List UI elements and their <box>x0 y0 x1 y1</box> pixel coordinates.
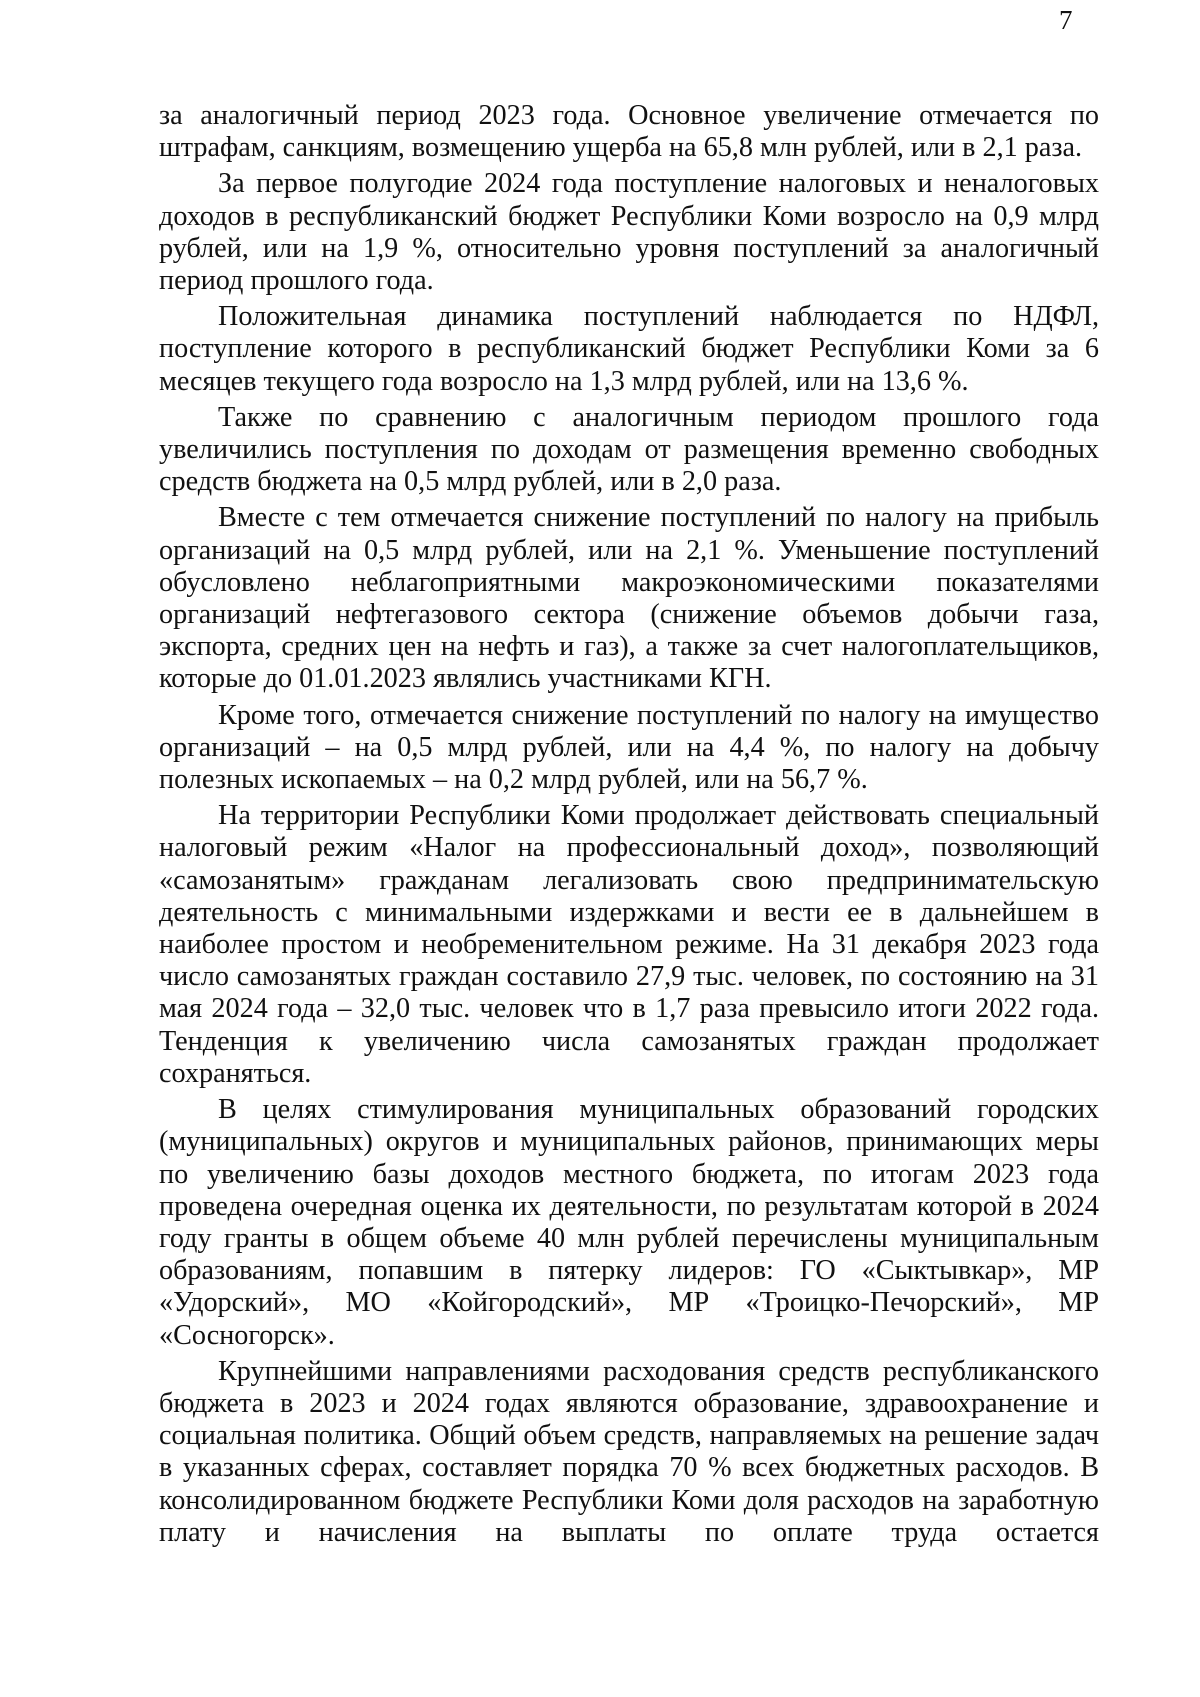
paragraph-self-employed: На территории Республики Коми продолжает действовать специальный налоговый режим «Налог на профессиональный доход», позволяющий «самозанятым» гражданам легализовать свою предпринимательскую деятельность с минимальными издержками и вести ее в дальнейшем в наиболее простом и необременительном режиме. На 31 декабря 2023 года число самозанятых граждан составило 27,9 тыс. человек, по состоянию на 31 мая 2024 года – 32,0 тыс. человек что в 1,7 раза превысило итоги 2022 года. Тенденция к увеличению числа самозанятых граждан продолжает сохраняться. <box>159 800 1099 1089</box>
paragraph-municipal-grants: В целях стимулирования муниципальных образований городских (муниципальных) округов и муниципальных районов, принимающих меры по увеличению базы доходов местного бюджета, по итогам 2023 года проведена очередная оценка их деятельности, по результатам которой в 2024 году гранты в общем объеме 40 млн рублей перечислены муниципальным образованиям, попавшим в пятерку лидеров: ГО «Сыктывкар», МР «Удорский», МО «Койгородский», МР «Троицко-Печорский», МР «Сосногорск». <box>159 1094 1099 1351</box>
body-text <box>159 100 1099 1549</box>
paragraph-temporary-funds: Также по сравнению с аналогичным периодом прошлого года увеличились поступления по доходам от размещения временно свободных средств бюджета на 0,5 млрд рублей, или в 2,0 раза. <box>159 401 1099 498</box>
page-number: 7 <box>1059 5 1073 35</box>
paragraph-property-tax: Кроме того, отмечается снижение поступлений по налогу на имущество организаций – на 0,5 млрд рублей, или на 4,4 %, по налогу на добычу полезных ископаемых – на 0,2 млрд рублей, или на 56,7 %. <box>159 699 1099 796</box>
paragraph-continuation: за аналогичный период 2023 года. Основное увеличение отмечается по штрафам, санкциям, возмещению ущерба на 65,8 млн рублей, или в 2,1 раза. <box>159 100 1099 164</box>
paragraph-expenditures: Крупнейшими направлениями расходования средств республиканского бюджета в 2023 и 2024 годах являются образование, здравоохранение и социальная политика. Общий объем средств, направляемых на решение задач в указанных сферах, составляет порядка 70 % всех бюджетных расходов. В консолидированном бюджете Республики Коми доля расходов на заработную плату и начисления на выплаты по оплате труда остается <box>159 1355 1099 1548</box>
paragraph-ndfl: Положительная динамика поступлений наблюдается по НДФЛ, поступление которого в республиканский бюджет Республики Коми за 6 месяцев текущего года возросло на 1,3 млрд рублей, или на 13,6 %. <box>159 301 1099 397</box>
paragraph-profit-tax: Вместе с тем отмечается снижение поступлений по налогу на прибыль организаций на 0,5 млрд рублей, или на 2,1 %. Уменьшение поступлений обусловлено неблагоприятными макроэкономическими показателями организаций нефтегазового сектора (снижение объемов добычи газа, экспорта, средних цен на нефть и газ), а также за счет налогоплательщиков, которые до 01.01.2023 являлись участниками КГН. <box>159 502 1099 695</box>
paragraph-revenue-growth: За первое полугодие 2024 года поступление налоговых и неналоговых доходов в республиканский бюджет Республики Коми возросло на 0,9 млрд рублей, или на 1,9 %, относительно уровня поступлений за аналогичный период прошлого года. <box>159 168 1099 297</box>
